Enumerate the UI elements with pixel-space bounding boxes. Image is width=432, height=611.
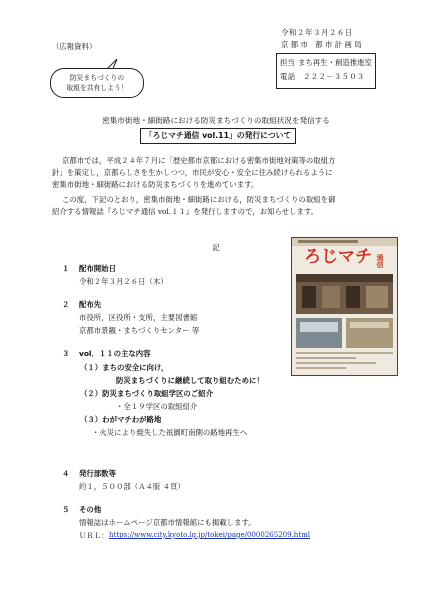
content-subitem: ・全１９学区の取組紹介: [116, 402, 198, 411]
release-date: 令和２年３月２６日: [281, 28, 353, 37]
section-number: ５: [62, 505, 70, 514]
intro-line: 針」を策定し，京都らしさを生かしつつ，市民が安心・安全に住み続けられるように: [52, 168, 333, 177]
section-number: ４: [62, 469, 70, 478]
ki-marker: 記: [212, 243, 220, 252]
section-heading: vol．１１の主な内容: [79, 349, 151, 358]
press-release-label: （広報資料）: [52, 42, 97, 51]
bubble-tail-join: [108, 69, 116, 71]
section-body: 約１，５００部（Ａ４版 ４頁）: [79, 482, 185, 491]
section-heading: 配布開始日: [79, 264, 116, 273]
section-heading: 発行部数等: [79, 469, 116, 478]
cover-logo-sub: 通信: [376, 254, 384, 268]
section-heading: 配布先: [79, 300, 102, 309]
bubble-line-1: 防災まちづくりの: [69, 74, 125, 82]
url-label: ＵＲＬ：: [79, 531, 109, 540]
intro-line: 京都市では，平成２４年７月に「歴史都市京都における密集市街地対策等の取組方: [62, 156, 336, 165]
contact-role: 担当: [280, 58, 295, 67]
section-body: 情報誌はホームページ京都市情報館にも掲載します。: [79, 518, 256, 527]
section-number: ３: [62, 349, 70, 358]
content-item: （２）防災まちづくり取組学区のご紹介: [80, 389, 213, 398]
content-item: 防災まちづくりに継続して取り組むために！: [116, 376, 264, 385]
intro-line: 紹介する情報誌『ろじマチ通信 vol.１１』を発行しますので，お知らせします。: [52, 207, 319, 216]
contact-phone: 電話 ２２２－３５０３: [280, 72, 365, 81]
bubble-line-2: 取組を共有しよう！: [66, 84, 128, 92]
content-subitem: ・火災により焼失した祇園町南側の路地再生へ: [92, 428, 248, 437]
page-title: 「ろじマチ通信 vol.11」の発行について: [144, 131, 292, 140]
title-box: [140, 128, 296, 144]
content-item: （１）まちの安全に向け，: [80, 363, 169, 372]
intro-line: この度，下記のとおり，密集市街地・細街路における，防災まちづくりの取組を御: [62, 195, 336, 204]
url-link[interactable]: https://www.city.kyoto.lg.jp/tokei/page/0000265209.html: [109, 531, 310, 539]
intro-line: 密集市街地・細街路における防災まちづくりを進めています。: [52, 180, 259, 189]
section-number: １: [62, 264, 70, 273]
section-number: ２: [62, 300, 70, 309]
title-subtitle: 密集市街地・細街路における防災まちづくりの取組状況を発信する: [102, 116, 330, 125]
contact-box: [276, 53, 376, 89]
section-body: 市役所，区役所・支所，主要図書館: [79, 313, 198, 322]
section-body: 京都市景観・まちづくりセンター 等: [79, 326, 200, 335]
department-name: 京 都 市 都 市 計 画 局: [281, 40, 362, 49]
section-body: 令和２年３月２６日（木）: [79, 277, 168, 286]
contact-section: まち再生・創造推進室: [298, 58, 372, 67]
section-heading: その他: [79, 505, 102, 514]
newsletter-cover-image: [291, 237, 398, 376]
speech-bubble: [50, 68, 144, 98]
cover-logo-text: ろじマチ: [304, 247, 372, 267]
content-item: （３）わがマチわが路地: [80, 415, 162, 424]
